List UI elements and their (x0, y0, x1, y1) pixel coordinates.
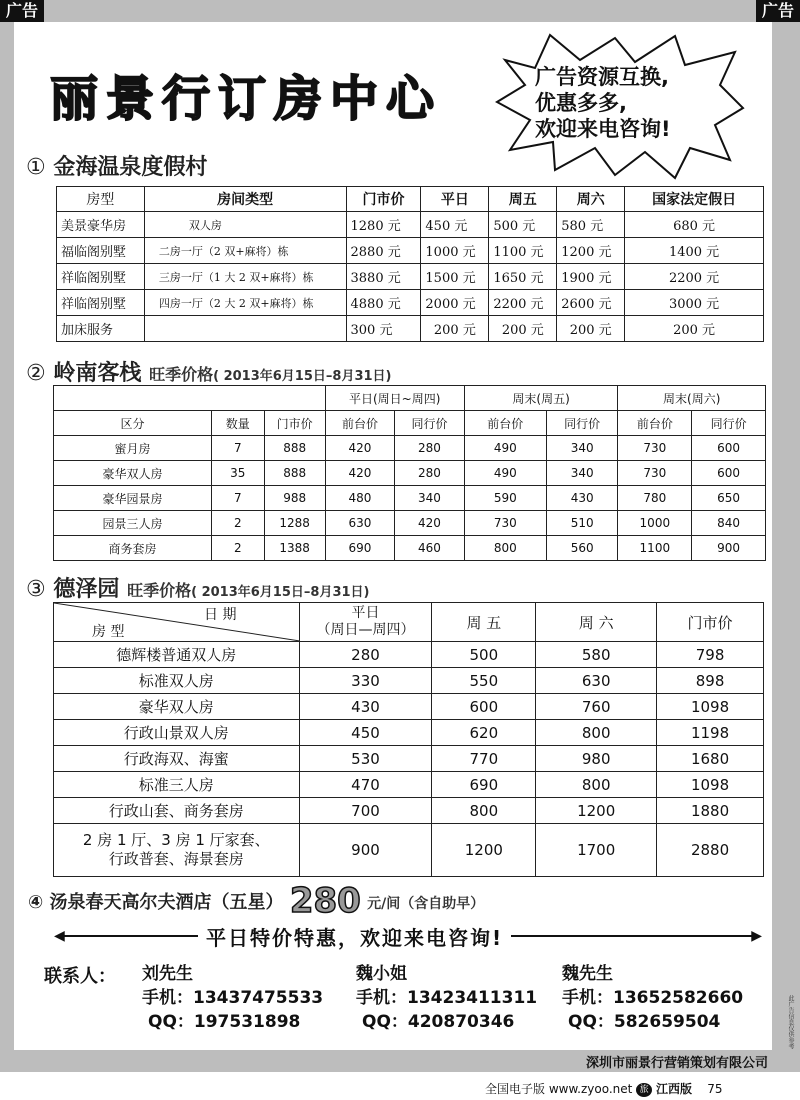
table-cell: 1200 (432, 824, 536, 877)
side-note: 此广告信息仅供参考 (787, 995, 794, 1049)
table-cell: 480 (325, 486, 395, 511)
table-cell: 1880 (657, 798, 764, 824)
table-cell: 3880 元 (346, 264, 421, 290)
table-cell: 7 (211, 486, 264, 511)
contact-name: 刘先生 (142, 964, 193, 984)
header-line-1: 平日 (351, 605, 380, 621)
header-cell: 周末(周六) (618, 386, 766, 411)
table-cell: 450 (299, 720, 432, 746)
contact-qq: QQ：582659504 (568, 1012, 721, 1032)
header-cell: 门市价 (657, 603, 764, 642)
table-cell: 1098 (657, 694, 764, 720)
table-row (54, 536, 766, 561)
promo-burst (495, 30, 745, 180)
table-cell: 280 (299, 642, 432, 668)
section-3-season: 旺季价格 (127, 581, 192, 600)
table-group-header-row (54, 386, 766, 411)
table-cell: 680 元 (625, 212, 764, 238)
contact-label: 联系人： (44, 966, 116, 987)
company-bar (14, 1050, 772, 1072)
table-row (54, 461, 766, 486)
table-cell: 600 (692, 436, 766, 461)
contact-phone: 手机：13652582660 (562, 988, 744, 1008)
table-row (54, 798, 764, 824)
table-cell: 200 元 (421, 316, 489, 342)
table-cell: 770 (432, 746, 536, 772)
table-cell: 510 (546, 511, 618, 536)
table-cell: 1100 (618, 536, 692, 561)
ad-tag-left: 广告 (0, 0, 44, 22)
table-cell: 蜜月房 (54, 436, 212, 461)
page-title: 丽景行订房中心 (50, 71, 443, 127)
table-cell: 420 (325, 461, 395, 486)
footer-site: 全国电子版 www.zyoo.net (485, 1082, 633, 1096)
contact-qq: QQ：420870346 (362, 1012, 515, 1032)
table-cell: 620 (432, 720, 536, 746)
table-cell: 800 (464, 536, 546, 561)
header-cell: 前台价 (464, 411, 546, 436)
section-1-table (56, 186, 764, 342)
header-cell: 周末(周五) (464, 386, 618, 411)
company-name: 深圳市丽景行营销策划有限公司 (585, 1056, 768, 1071)
table-cell: 商务套房 (54, 536, 212, 561)
table-cell: 580 元 (557, 212, 625, 238)
section-2-heading (26, 356, 391, 387)
table-cell: 980 (536, 746, 657, 772)
contact-person-1 (142, 962, 323, 1034)
header-cell: 门市价 (264, 411, 325, 436)
section-2-number: ② (26, 361, 46, 386)
table-cell: 1000 元 (421, 238, 489, 264)
table-cell: 1388 (264, 536, 325, 561)
table-cell: 280 (395, 461, 465, 486)
table-cell: 豪华园景房 (54, 486, 212, 511)
contact-phone: 手机：13437475533 (142, 988, 324, 1008)
table-cell: 280 (395, 436, 465, 461)
slogan-arrow-row (54, 922, 762, 952)
ad-tag-right: 广告 (756, 0, 800, 22)
table-cell: 1200 元 (557, 238, 625, 264)
table-cell: 690 (432, 772, 536, 798)
header-cell: 平日 (421, 187, 489, 212)
table-cell: 798 (657, 642, 764, 668)
table-cell: 美景豪华房 (57, 212, 145, 238)
table-cell: 340 (546, 461, 618, 486)
diagonal-header-cell (54, 603, 300, 642)
table-cell: 780 (618, 486, 692, 511)
table-cell: 430 (299, 694, 432, 720)
table-cell: 1098 (657, 772, 764, 798)
header-cell: 同行价 (692, 411, 766, 436)
table-cell: 840 (692, 511, 766, 536)
table-cell: 1900 元 (557, 264, 625, 290)
table-cell: 500 (432, 642, 536, 668)
table-cell: 4880 元 (346, 290, 421, 316)
contact-phone: 手机：13423411311 (356, 988, 538, 1008)
table-row (57, 316, 764, 342)
table-cell: 2600 元 (557, 290, 625, 316)
table-cell: 730 (618, 436, 692, 461)
table-cell: 1700 (536, 824, 657, 877)
table-cell: 730 (464, 511, 546, 536)
table-cell: 760 (536, 694, 657, 720)
table-cell: 2200 元 (489, 290, 557, 316)
burst-line-3: 欢迎来电咨询! (535, 117, 671, 141)
table-cell: 祥临阁别墅 (57, 290, 145, 316)
section-4-name: 汤泉春天高尔夫酒店（五星） (49, 892, 284, 913)
table-cell: 800 (432, 798, 536, 824)
table-cell: 470 (299, 772, 432, 798)
table-cell: 700 (299, 798, 432, 824)
table-cell: 600 (692, 461, 766, 486)
table-cell: 590 (464, 486, 546, 511)
slogan: 平日特价特惠，欢迎来电咨询! (198, 922, 511, 951)
table-row (54, 486, 766, 511)
table-cell: 2880 元 (346, 238, 421, 264)
table-cell: 200 元 (489, 316, 557, 342)
arrow-right-icon: ▶ (751, 928, 762, 944)
table-row (54, 720, 764, 746)
table-cell: 888 (264, 436, 325, 461)
table-cell: 730 (618, 461, 692, 486)
cell-line-2: 行政普套、海景套房 (108, 850, 244, 868)
header-cell: 房间类型 (144, 187, 346, 212)
header-cell: 同行价 (546, 411, 618, 436)
table-row (57, 238, 764, 264)
section-3-name: 德泽园 (53, 577, 120, 602)
table-cell: 豪华双人房 (54, 461, 212, 486)
header-cell: 前台价 (618, 411, 692, 436)
contact-qq: QQ：197531898 (148, 1012, 301, 1032)
header-cell: 区分 (54, 411, 212, 436)
table-cell: 2200 元 (625, 264, 764, 290)
header-cell: 房型 (57, 187, 145, 212)
section-3-table (53, 602, 764, 877)
table-row (57, 290, 764, 316)
header-cell: 前台价 (325, 411, 395, 436)
footer-edition: 江西版 (656, 1082, 693, 1096)
table-cell: 530 (299, 746, 432, 772)
table-header-row (54, 411, 766, 436)
table-cell: 340 (395, 486, 465, 511)
table-cell: 988 (264, 486, 325, 511)
table-cell: 1650 元 (489, 264, 557, 290)
table-cell: 双人房 (144, 212, 346, 238)
header-cell: 周 六 (536, 603, 657, 642)
section-4-price: 280 (289, 881, 361, 921)
table-cell: 898 (657, 668, 764, 694)
table-header-row (57, 187, 764, 212)
section-3-dates: ( 2013年6月15日–8月31日) (191, 585, 370, 600)
table-row (54, 668, 764, 694)
header-cell: 数量 (211, 411, 264, 436)
table-row (54, 694, 764, 720)
table-cell: 园景三人房 (54, 511, 212, 536)
magazine-logo-icon: 旅 (636, 1083, 652, 1097)
table-cell: 550 (432, 668, 536, 694)
table-row (54, 772, 764, 798)
table-cell: 300 元 (346, 316, 421, 342)
table-cell: 3000 元 (625, 290, 764, 316)
diag-bottom-label: 房 型 (92, 624, 125, 640)
contact-name: 魏小姐 (356, 964, 407, 984)
section-4-number: ④ (28, 892, 44, 913)
table-row (57, 264, 764, 290)
table-cell: 490 (464, 436, 546, 461)
table-header-row (54, 603, 764, 642)
table-cell: 行政山景双人房 (54, 720, 300, 746)
table-cell: 630 (325, 511, 395, 536)
table-row (54, 511, 766, 536)
table-cell: 1680 (657, 746, 764, 772)
table-cell: 800 (536, 772, 657, 798)
page-footer (485, 1080, 723, 1097)
table-cell: 1100 元 (489, 238, 557, 264)
section-3-heading (26, 572, 369, 603)
table-cell: 四房一厅（2 大 2 双+麻将）栋 (144, 290, 346, 316)
table-cell: 800 (536, 720, 657, 746)
table-cell: 900 (692, 536, 766, 561)
table-cell: 888 (264, 461, 325, 486)
table-cell: 420 (395, 511, 465, 536)
header-cell-blank (54, 386, 326, 411)
table-cell: 1288 (264, 511, 325, 536)
section-2-season: 旺季价格 (149, 365, 214, 384)
table-cell: 340 (546, 436, 618, 461)
burst-line-1: 广告资源互换, (535, 65, 669, 89)
section-2-name: 岭南客栈 (53, 361, 142, 386)
table-cell: 行政海双、海蜜 (54, 746, 300, 772)
table-cell: 行政山套、商务套房 (54, 798, 300, 824)
table-cell: 460 (395, 536, 465, 561)
section-2-table (53, 385, 766, 561)
table-cell: 加床服务 (57, 316, 145, 342)
table-cell: 330 (299, 668, 432, 694)
table-cell: 德辉楼普通双人房 (54, 642, 300, 668)
table-cell: 630 (536, 668, 657, 694)
burst-text (535, 64, 671, 142)
section-4-promo (28, 881, 484, 921)
table-row (54, 642, 764, 668)
table-row (54, 746, 764, 772)
table-cell: 7 (211, 436, 264, 461)
table-cell: 900 (299, 824, 432, 877)
table-cell: 450 元 (421, 212, 489, 238)
header-cell: 平日(周日~周四) (325, 386, 464, 411)
contact-name: 魏先生 (562, 964, 613, 984)
header-cell: 同行价 (395, 411, 465, 436)
section-3-number: ③ (26, 577, 46, 602)
table-cell: 500 元 (489, 212, 557, 238)
table-cell: 2000 元 (421, 290, 489, 316)
table-row (54, 824, 764, 877)
table-cell: 1500 元 (421, 264, 489, 290)
table-cell: 1200 (536, 798, 657, 824)
diag-top-label: 日 期 (204, 607, 237, 623)
table-cell: 420 (325, 436, 395, 461)
contact-person-2 (356, 962, 537, 1034)
table-cell: 1198 (657, 720, 764, 746)
page-number: 75 (707, 1082, 723, 1096)
table-cell: 标准双人房 (54, 668, 300, 694)
header-cell (299, 603, 432, 642)
table-cell: 200 元 (557, 316, 625, 342)
table-cell: 1000 (618, 511, 692, 536)
contact-person-3 (562, 962, 743, 1034)
table-cell: 490 (464, 461, 546, 486)
header-cell: 国家法定假日 (625, 187, 764, 212)
table-cell: 二房一厅（2 双+麻将）栋 (144, 238, 346, 264)
header-cell: 门市价 (346, 187, 421, 212)
table-cell (144, 316, 346, 342)
section-4-unit: 元/间（含自助早） (367, 896, 485, 912)
table-cell: 560 (546, 536, 618, 561)
table-cell (54, 824, 300, 877)
table-cell: 2880 (657, 824, 764, 877)
table-cell: 600 (432, 694, 536, 720)
table-cell: 1400 元 (625, 238, 764, 264)
table-cell: 690 (325, 536, 395, 561)
section-1-heading (26, 150, 207, 181)
section-1-number: ① (26, 155, 46, 180)
table-cell: 豪华双人房 (54, 694, 300, 720)
table-cell: 三房一厅（1 大 2 双+麻将）栋 (144, 264, 346, 290)
header-cell: 周五 (489, 187, 557, 212)
arrow-left-icon: ◀ (54, 928, 65, 944)
header-line-2: （周日—周四） (316, 622, 415, 638)
table-row (57, 212, 764, 238)
table-cell: 祥临阁别墅 (57, 264, 145, 290)
table-cell: 580 (536, 642, 657, 668)
table-cell: 福临阁别墅 (57, 238, 145, 264)
table-cell: 2 (211, 536, 264, 561)
cell-line-1: 2 房 1 厅、3 房 1 厅家套、 (82, 831, 270, 849)
burst-line-2: 优惠多多, (535, 91, 627, 115)
table-row (54, 436, 766, 461)
section-1-name: 金海温泉度假村 (53, 155, 208, 180)
table-cell: 200 元 (625, 316, 764, 342)
header-cell: 周 五 (432, 603, 536, 642)
table-cell: 2 (211, 511, 264, 536)
table-cell: 1280 元 (346, 212, 421, 238)
table-cell: 标准三人房 (54, 772, 300, 798)
diagonal-line (54, 603, 300, 641)
table-cell: 35 (211, 461, 264, 486)
section-2-dates: ( 2013年6月15日–8月31日) (213, 369, 392, 384)
header-cell: 周六 (557, 187, 625, 212)
table-cell: 430 (546, 486, 618, 511)
table-cell: 650 (692, 486, 766, 511)
